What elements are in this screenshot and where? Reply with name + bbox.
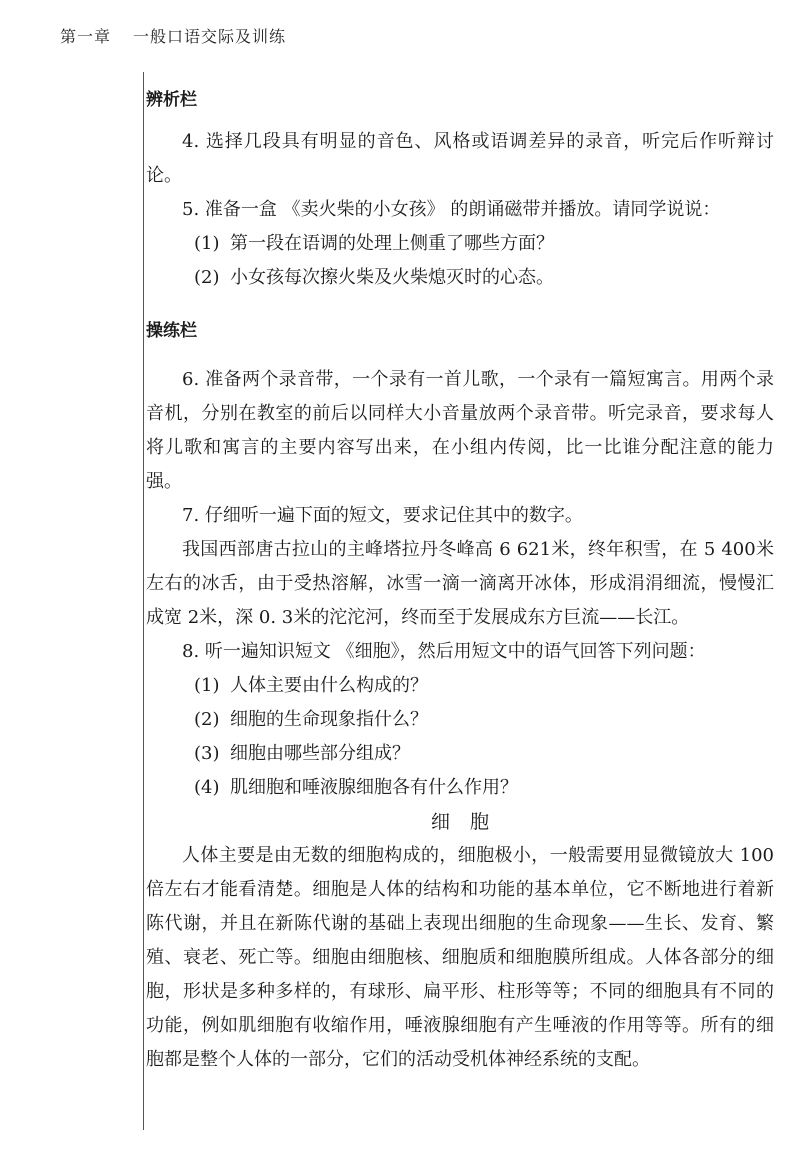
item-text: 肌细胞和唾液腺细胞各有什么作用？ [230, 777, 518, 798]
list-item [146, 261, 774, 295]
section-heading-practice: 操练栏 [146, 321, 197, 341]
section-heading-analysis: 辨析栏 [146, 90, 197, 110]
list-item [146, 227, 774, 261]
question-6: 6. 准备两个录音带，一个录有一首儿歌，一个录有一篇短寓言。用两个录音机，分别在教室的前后以同样大小音量放两个录音带。听完录音，要求每人将儿歌和寓言的主要内容写出来，在小组内传阅，比一比谁分配注意的能力强。 [146, 369, 774, 492]
chapter-title: 一般口语交际及训练 [133, 27, 287, 46]
item-text: 第一段在语调的处理上侧重了哪些方面？ [230, 233, 554, 254]
question-8: 8. 听一遍知识短文 《细胞》，然后用短文中的语气回答下列问题： [182, 641, 706, 662]
list-item [146, 771, 774, 805]
passage-body: 人体主要是由无数的细胞构成的，细胞极小，一般需要用显微镜放大 100倍左右才能看清楚。细胞是人体的结构和功能的基本单位，它不断地进行着新陈代谢，并且在新陈代谢的基础上表现出细胞的生命现象——生长、发育、繁殖、衰老、死亡等。细胞由细胞核、细胞质和细胞膜所组成。人体各部分的细胞，形状是多种多样的，有球形、扁平形、柱形等等；不同的细胞具有不同的功能，例如肌细胞有收缩作用，唾液腺细胞有产生唾液的作用等等。所有的细胞都是整个人体的一部分，它们的活动受机体神经系统的支配。 [146, 845, 774, 1070]
item-text: 细胞由哪些部分组成？ [230, 743, 410, 764]
item-number: (4) [194, 777, 220, 798]
chapter-number: 第一章 [60, 27, 112, 46]
item-text: 人体主要由什么构成的？ [230, 675, 428, 696]
page-content [146, 86, 774, 1077]
question-5: 5. 准备一盒 《卖火柴的小女孩》 的朗诵磁带并播放。请同学说说： [182, 199, 721, 220]
item-text: 小女孩每次擦火柴及火柴熄灭时的心态。 [230, 267, 554, 288]
question-4: 4. 选择几段具有明显的音色、风格或语调差异的录音，听完后作听辩讨论。 [146, 131, 774, 186]
margin-rule [143, 72, 144, 1130]
item-number: (2) [194, 267, 220, 288]
running-head [60, 24, 286, 47]
item-number: (3) [194, 743, 220, 764]
question-7: 7. 仔细听一遍下面的短文，要求记住其中的数字。 [182, 505, 583, 526]
item-text: 细胞的生命现象指什么？ [230, 709, 428, 730]
passage-title: 细胞 [430, 811, 509, 833]
list-item [146, 669, 774, 703]
list-item [146, 703, 774, 737]
question-7-passage: 我国西部唐古拉山的主峰塔拉丹冬峰高 6 621米，终年积雪，在 5 400米左右的冰舌，由于受热溶解，冰雪一滴一滴离开冰体，形成涓涓细流，慢慢汇成宽 2米，深 0. 3米的沱沱河，终而至于发展成东方巨流——长江。 [146, 539, 774, 628]
item-number: (2) [194, 709, 220, 730]
list-item [146, 737, 774, 771]
item-number: (1) [194, 675, 220, 696]
item-number: (1) [194, 233, 220, 254]
